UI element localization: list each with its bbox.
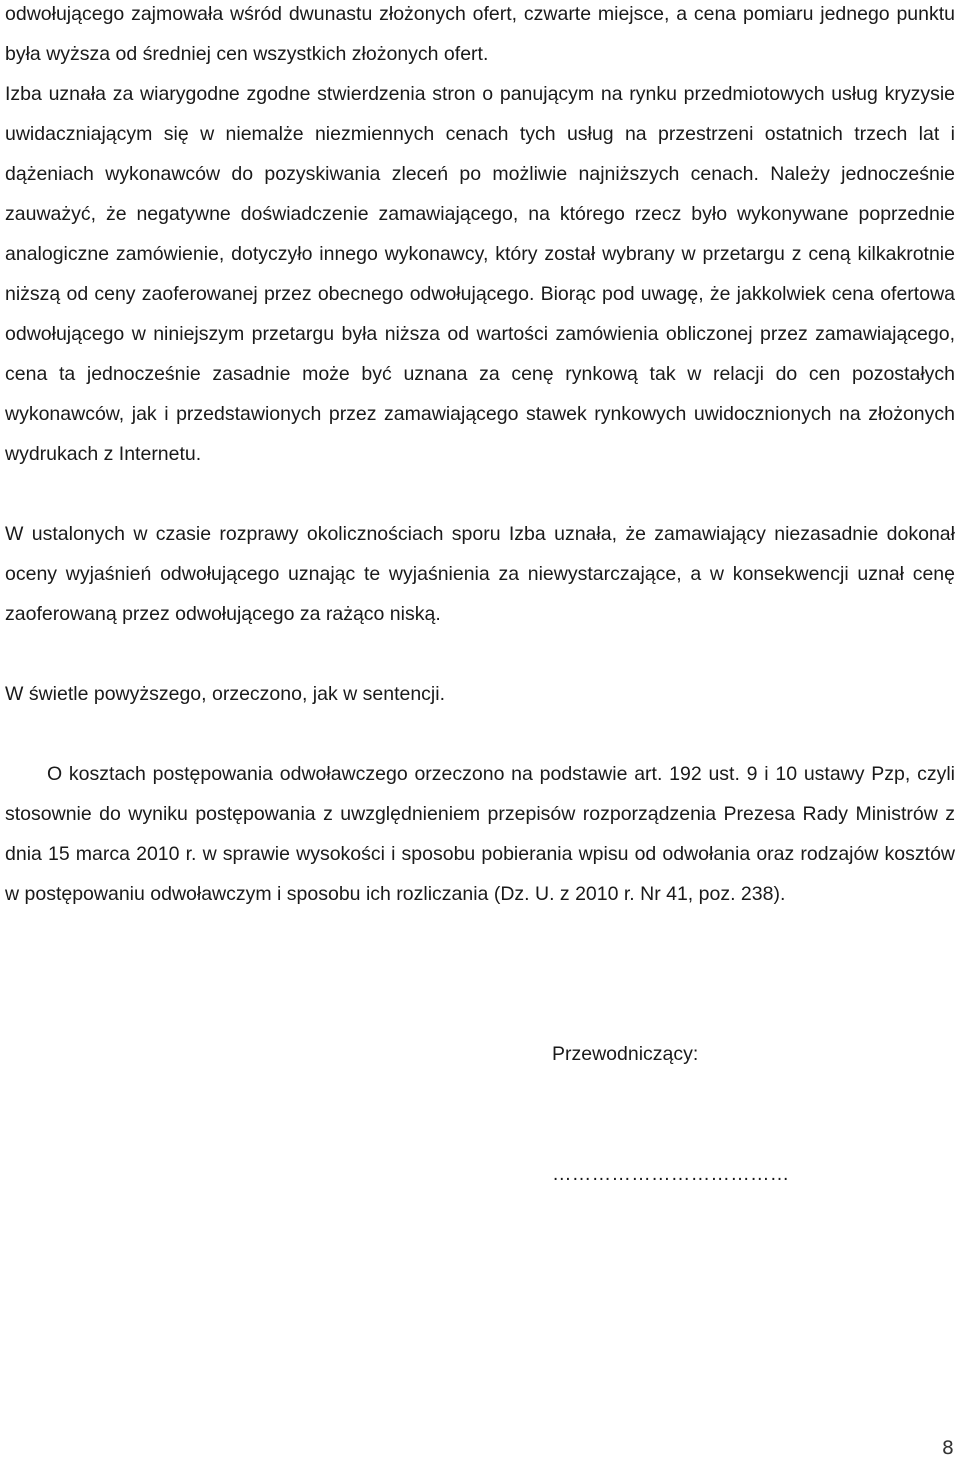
paragraph-market-analysis: Izba uznała za wiarygodne zgodne stwierdzenia stron o panującym na rynku przedmiotowych usług kryzysie uwidaczniającym się w niemalże niezmiennych cenach tych usług na przestrzeni ostatnich trzech lat i dążeniach wykonawców do pozyskiwania zleceń po możliwie najniższych cenach. Należy jednocześnie zauważyć, że negatywne doświadczenie zamawiającego, na którego rzecz było wykonywane poprzednie analogiczne zamówienie, dotyczyło innego wykonawcy, który został wybrany w przetargu z ceną kilkakrotnie niższą od ceny zaoferowanej przez obecnego odwołującego. Biorąc pod uwagę, że jakkolwiek cena ofertowa odwołującego w niniejszym przetargu była niższa od wartości zamówienia obliczonej przez zamawiającego, cena ta jednocześnie zasadnie może być uznana za cenę rynkową tak w relacji do cen pozostałych wykonawców, jak i przedstawionych przez zamawiającego stawek rynkowych uwidocznionych na złożonych wydrukach z Internetu. <box>5 83 955 465</box>
paragraph-dispute-finding: W ustalonych w czasie rozprawy okolicznościach sporu Izba uznała, że zamawiający niezasadnie dokonał oceny wyjaśnień odwołującego uznając te wyjaśnienia za niewystarczające, a w konsekwencji uznał cenę zaoferowaną przez odwołującego za rażąco niską. <box>5 523 955 625</box>
body-text-ruling <box>5 674 955 714</box>
body-text-costs <box>5 754 955 914</box>
paragraph-costs: O kosztach postępowania odwoławczego orzeczono na podstawie art. 192 ust. 9 i 10 ustawy Pzp, czyli stosownie do wyniku postępowania z uwzględnieniem przepisów rozporządzenia Prezesa Rady Ministrów z dnia 15 marca 2010 r. w sprawie wysokości i sposobu pobierania wpisu od odwołania oraz rodzajów kosztów w postępowaniu odwoławczym i sposobu ich rozliczania (Dz. U. z 2010 r. Nr 41, poz. 238). <box>5 763 955 905</box>
signature-label: Przewodniczący: <box>552 1043 699 1065</box>
body-text-conclusion <box>5 514 955 634</box>
body-text-top <box>5 0 955 474</box>
paragraph-ruling: W świetle powyższego, orzeczono, jak w sentencji. <box>5 683 446 705</box>
page-number: 8 <box>941 1437 954 1459</box>
paragraph-continuation: odwołującego zajmowała wśród dwunastu złożonych ofert, czwarte miejsce, a cena pomiaru jednego punktu była wyższa od średniej cen wszystkich złożonych ofert. <box>5 3 955 65</box>
signature-dotted-line: ……………………………… <box>552 1163 790 1185</box>
